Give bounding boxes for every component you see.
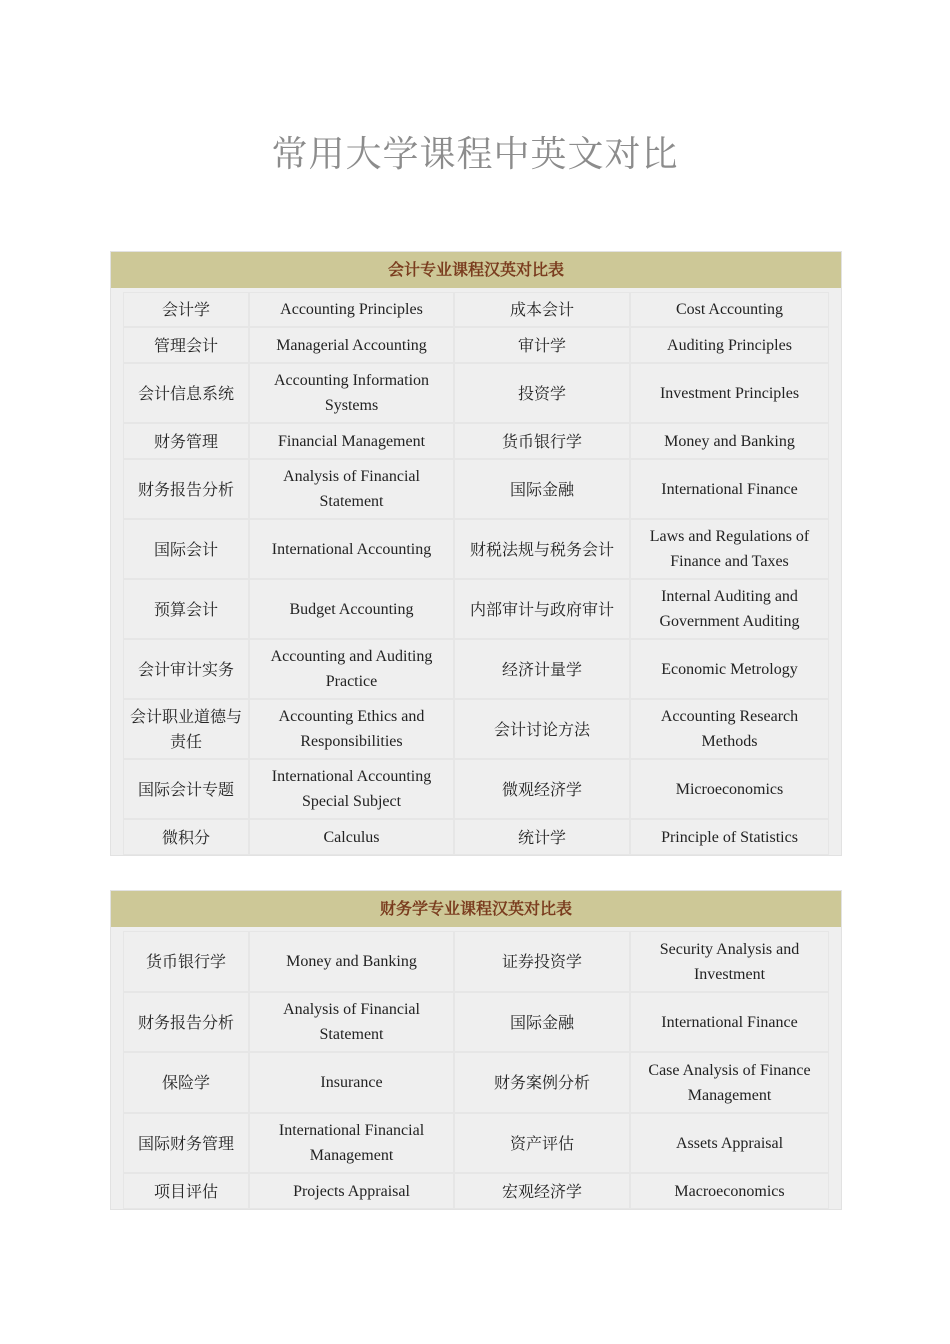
course-name-english: Accounting Ethics and Responsibilities [249,699,454,759]
table-row [123,992,829,1052]
section-heading: 财务学专业课程汉英对比表 [111,891,841,927]
table-row [123,363,829,423]
course-name-chinese: 会计讨论方法 [454,699,630,759]
course-name-chinese: 财务管理 [123,423,249,459]
course-name-chinese: 货币银行学 [123,931,249,992]
course-name-english: Investment Principles [630,363,829,423]
table-row [123,292,829,327]
course-name-chinese: 会计学 [123,292,249,327]
course-name-chinese: 项目评估 [123,1173,249,1209]
course-name-english: Case Analysis of Finance Management [630,1052,829,1113]
course-name-english: Insurance [249,1052,454,1113]
course-name-english: Accounting Information Systems [249,363,454,423]
course-name-chinese: 证券投资学 [454,931,630,992]
table-row [123,519,829,579]
course-name-chinese: 保险学 [123,1052,249,1113]
accounting-course-table [110,251,842,856]
course-name-english: International Accounting [249,519,454,579]
course-name-chinese: 会计职业道德与责任 [123,699,249,759]
course-name-english: Budget Accounting [249,579,454,639]
course-name-english: International Finance [630,459,829,519]
table-row [123,819,829,855]
course-name-chinese: 管理会计 [123,327,249,363]
course-name-chinese: 投资学 [454,363,630,423]
course-name-chinese: 货币银行学 [454,423,630,459]
course-name-english: Security Analysis and Investment [630,931,829,992]
course-name-chinese: 财务报告分析 [123,992,249,1052]
table-row [123,639,829,699]
course-name-english: Auditing Principles [630,327,829,363]
course-name-english: Money and Banking [249,931,454,992]
table-row [123,759,829,819]
course-name-english: Macroeconomics [630,1173,829,1209]
table-row [123,423,829,459]
course-name-english: Calculus [249,819,454,855]
course-name-chinese: 会计信息系统 [123,363,249,423]
course-name-english: Principle of Statistics [630,819,829,855]
course-name-chinese: 微积分 [123,819,249,855]
course-name-english: Analysis of Financial Statement [249,992,454,1052]
course-name-english: Money and Banking [630,423,829,459]
course-name-english: Laws and Regulations of Finance and Taxes [630,519,829,579]
course-name-chinese: 经济计量学 [454,639,630,699]
table-row [123,931,829,992]
course-name-english: Financial Management [249,423,454,459]
course-table [123,931,829,1209]
course-name-english: Economic Metrology [630,639,829,699]
course-name-chinese: 财务报告分析 [123,459,249,519]
course-name-chinese: 审计学 [454,327,630,363]
table-row [123,699,829,759]
section-heading: 会计专业课程汉英对比表 [111,252,841,288]
course-name-english: International Accounting Special Subject [249,759,454,819]
course-name-chinese: 国际会计 [123,519,249,579]
course-name-chinese: 成本会计 [454,292,630,327]
page-title: 常用大学课程中英文对比 [271,134,679,175]
course-name-english: Accounting and Auditing Practice [249,639,454,699]
course-name-english: Internal Auditing and Government Auditing [630,579,829,639]
table-row [123,1052,829,1113]
table-row [123,579,829,639]
course-name-english: Managerial Accounting [249,327,454,363]
course-name-chinese: 国际金融 [454,992,630,1052]
course-name-english: Assets Appraisal [630,1113,829,1173]
course-name-chinese: 宏观经济学 [454,1173,630,1209]
course-name-chinese: 会计审计实务 [123,639,249,699]
table-row [123,1173,829,1209]
course-name-chinese: 微观经济学 [454,759,630,819]
course-name-chinese: 财税法规与税务会计 [454,519,630,579]
course-name-chinese: 国际会计专题 [123,759,249,819]
finance-course-table [110,890,842,1210]
course-name-english: Microeconomics [630,759,829,819]
course-name-english: International Finance [630,992,829,1052]
table-row [123,459,829,519]
course-name-chinese: 资产评估 [454,1113,630,1173]
course-name-chinese: 预算会计 [123,579,249,639]
course-name-chinese: 国际财务管理 [123,1113,249,1173]
table-row [123,327,829,363]
course-name-chinese: 统计学 [454,819,630,855]
course-name-english: Projects Appraisal [249,1173,454,1209]
course-name-english: International Financial Management [249,1113,454,1173]
course-name-chinese: 国际金融 [454,459,630,519]
course-name-english: Accounting Research Methods [630,699,829,759]
course-name-english: Accounting Principles [249,292,454,327]
course-name-chinese: 财务案例分析 [454,1052,630,1113]
course-name-chinese: 内部审计与政府审计 [454,579,630,639]
course-table [123,292,829,855]
course-name-english: Analysis of Financial Statement [249,459,454,519]
course-name-english: Cost Accounting [630,292,829,327]
table-row [123,1113,829,1173]
